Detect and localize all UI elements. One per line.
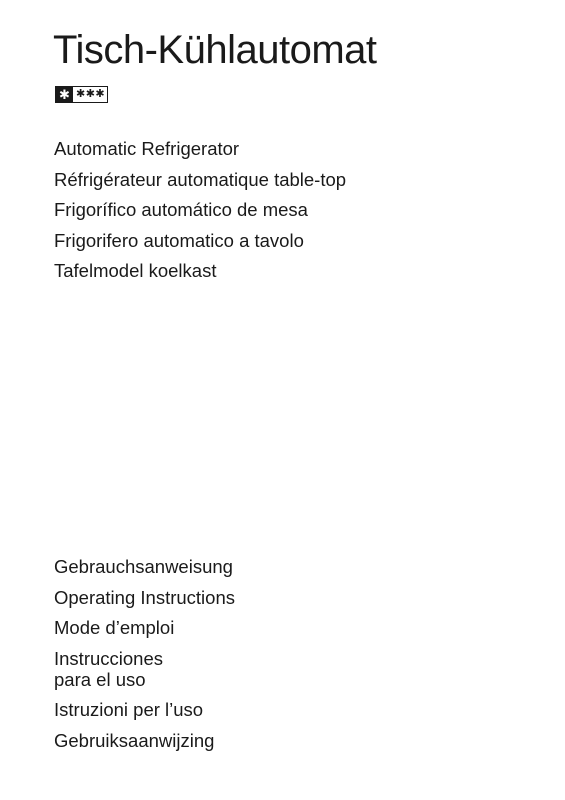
- product-name-it: Frigorifero automatico a tavolo: [54, 229, 304, 251]
- document-type-it-text: Istruzioni per l’uso: [54, 699, 204, 720]
- freezer-star-icon: ✱: [56, 87, 73, 102]
- document-type-es: [54, 648, 235, 690]
- product-name-en: Automatic Refrigerator: [54, 138, 240, 159]
- document-type-de: [54, 556, 235, 577]
- product-name-list: [54, 134, 346, 287]
- document-type-nl: [54, 730, 235, 751]
- star-rating-badge: [55, 86, 108, 103]
- document-type-list: [54, 556, 235, 760]
- star-rating-stars-icon: ✱✱✱: [76, 88, 106, 100]
- page-title: Tisch-Kühlautomat: [53, 28, 377, 72]
- document-type-en: [54, 587, 235, 608]
- product-name-fr: Réfrigérateur automatique table-top: [54, 168, 347, 190]
- product-name-es: Frigorífico automático de mesa: [54, 199, 308, 220]
- product-name-nl: Tafelmodel koelkast: [54, 260, 217, 281]
- document-type-es-line1: Instrucciones: [54, 647, 163, 669]
- document-type-de-text: Gebrauchsanweisung: [54, 556, 233, 577]
- document-type-en-text: Operating Instructions: [54, 586, 235, 608]
- document-type-nl-text: Gebruiksaanwijzing: [54, 729, 215, 751]
- document-type-it: [54, 699, 235, 720]
- document-type-fr-text: Mode d’emploi: [54, 617, 175, 638]
- document-type-es-line2: para el uso: [54, 668, 146, 690]
- document-type-fr: [54, 617, 235, 638]
